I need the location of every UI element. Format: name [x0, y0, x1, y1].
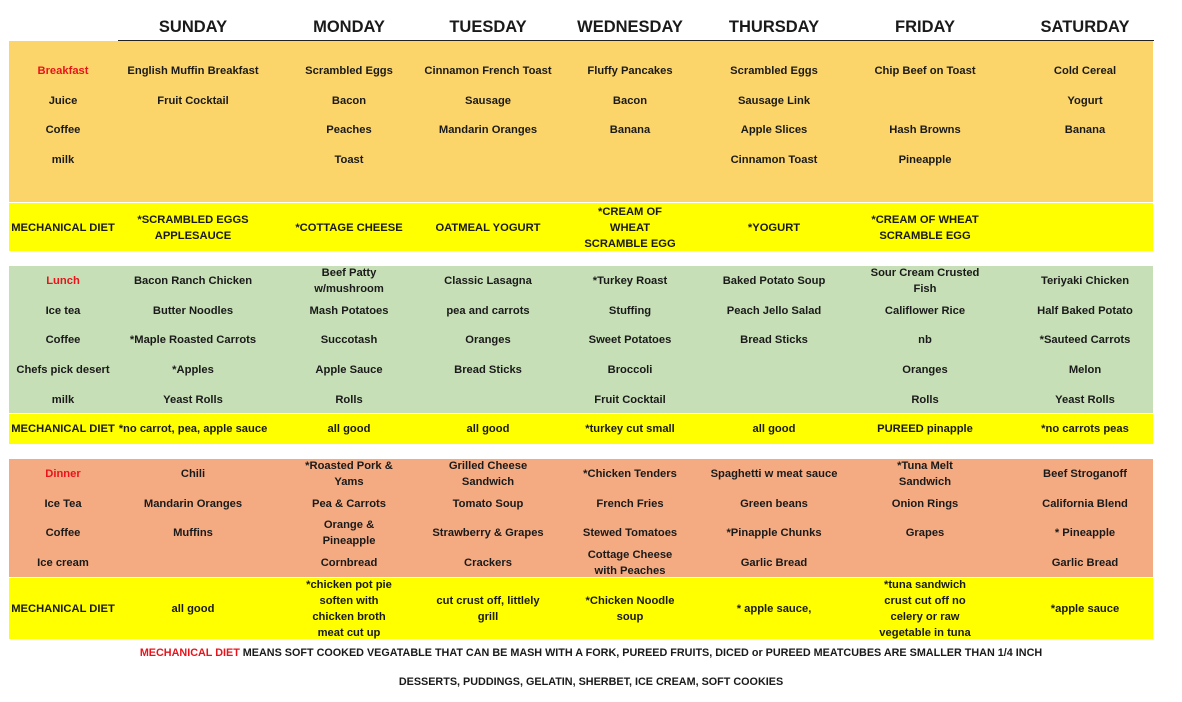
- day-header-thursday: THURSDAY: [728, 18, 820, 36]
- lunch-mechanical-item: all good: [327, 423, 371, 435]
- dinner-menu-item: California Blend: [1042, 498, 1128, 510]
- breakfast-menu-item: Yogurt: [1067, 95, 1103, 107]
- dinner-menu-item: Tomato Soup: [452, 498, 524, 510]
- lunch-side-item: milk: [51, 394, 75, 406]
- breakfast-menu-item: Sausage Link: [737, 95, 811, 107]
- dinner-menu-item: Stewed Tomatoes: [582, 527, 678, 539]
- lunch-menu-item: Fruit Cocktail: [594, 394, 666, 406]
- dinner-mechanical-item: all good: [171, 603, 215, 615]
- dinner-menu-item: Muffins: [173, 527, 213, 539]
- lunch-menu-item: Butter Noodles: [152, 305, 234, 317]
- dinner-menu-item: *Tuna Melt Sandwich: [897, 460, 953, 488]
- breakfast-mechanical-label: MECHANICAL DIET: [11, 222, 115, 234]
- dinner-menu-item: Crackers: [464, 557, 512, 569]
- lunch-menu-item: *Turkey Roast: [592, 275, 668, 287]
- breakfast-menu-item: Mandarin Oranges: [438, 124, 538, 136]
- footnote-term: MECHANICAL DIET: [139, 647, 240, 659]
- lunch-menu-item: *Maple Roasted Carrots: [129, 334, 257, 346]
- dinner-menu-item: French Fries: [596, 498, 664, 510]
- dinner-menu-item: * Pineapple: [1054, 527, 1116, 539]
- day-header-wednesday: WEDNESDAY: [577, 18, 683, 36]
- lunch-menu-item: Half Baked Potato: [1037, 305, 1133, 317]
- breakfast-mechanical-item: *YOGURT: [747, 222, 801, 234]
- lunch-menu-item: Baked Potato Soup: [722, 275, 826, 287]
- breakfast-label: Breakfast: [37, 65, 89, 77]
- lunch-menu-item: Califlower Rice: [884, 305, 966, 317]
- lunch-menu-item: Melon: [1068, 364, 1102, 376]
- dinner-menu-item: Beef Stroganoff: [1043, 468, 1127, 480]
- breakfast-side-item: Juice: [48, 95, 78, 107]
- lunch-side-item: Ice tea: [45, 305, 81, 317]
- lunch-menu-item: Rolls: [335, 394, 363, 406]
- dinner-mechanical-item: *apple sauce: [1050, 603, 1120, 615]
- breakfast-menu-item: Fluffy Pancakes: [587, 65, 673, 77]
- dinner-menu-item: *Pinapple Chunks: [726, 527, 822, 539]
- breakfast-menu-item: Chip Beef on Toast: [874, 65, 976, 77]
- dinner-menu-item: Green beans: [740, 498, 808, 510]
- dinner-mechanical-item: *Chicken Noodle soup: [585, 595, 675, 623]
- breakfast-menu-item: English Muffin Breakfast: [127, 65, 259, 77]
- lunch-menu-item: *Sauteed Carrots: [1039, 334, 1131, 346]
- lunch-side-item: Chefs pick desert: [16, 364, 110, 376]
- lunch-menu-item: Stuffing: [608, 305, 652, 317]
- lunch-menu-item: Bread Sticks: [454, 364, 522, 376]
- breakfast-menu-item: Scrambled Eggs: [305, 65, 393, 77]
- lunch-menu-item: Rolls: [911, 394, 939, 406]
- breakfast-menu-item: Fruit Cocktail: [157, 95, 229, 107]
- lunch-menu-item: Classic Lasagna: [444, 275, 532, 287]
- dinner-label: Dinner: [45, 468, 81, 480]
- day-header-saturday: SATURDAY: [1040, 18, 1130, 36]
- dinner-mechanical-item: cut crust off, littlely grill: [436, 595, 540, 623]
- lunch-menu-item: Oranges: [902, 364, 948, 376]
- dinner-menu-item: Orange & Pineapple: [322, 519, 376, 547]
- lunch-menu-item: Bread Sticks: [740, 334, 808, 346]
- dinner-menu-item: *Roasted Pork & Yams: [305, 460, 393, 488]
- dinner-menu-item: Cornbread: [320, 557, 378, 569]
- dinner-side-item: Ice Tea: [44, 498, 82, 510]
- breakfast-menu-item: Cinnamon French Toast: [424, 65, 552, 77]
- dinner-menu-item: Pea & Carrots: [312, 498, 386, 510]
- breakfast-mechanical-item: OATMEAL YOGURT: [435, 222, 541, 234]
- dinner-menu-item: *Chicken Tenders: [583, 468, 677, 480]
- breakfast-mechanical-item: *COTTAGE CHEESE: [295, 222, 403, 234]
- breakfast-side-item: milk: [51, 154, 75, 166]
- lunch-mechanical-item: PUREED pinapple: [877, 423, 973, 435]
- dinner-side-item: Coffee: [45, 527, 81, 539]
- dinner-mechanical-item: *tuna sandwich crust cut off no celery or raw vegetable in tuna: [879, 579, 971, 639]
- lunch-mechanical-item: *no carrot, pea, apple sauce: [118, 423, 268, 435]
- lunch-menu-item: *Apples: [172, 364, 214, 376]
- breakfast-menu-item: Toast: [334, 154, 364, 166]
- lunch-menu-item: Beef Patty w/mushroom: [314, 267, 384, 295]
- breakfast-mechanical-item: *CREAM OF WHEAT SCRAMBLE EGG: [871, 214, 979, 242]
- lunch-mechanical-item: all good: [466, 423, 510, 435]
- lunch-menu-item: Sweet Potatoes: [588, 334, 672, 346]
- dinner-menu-item: Grapes: [905, 527, 945, 539]
- dinner-menu-item: Spaghetti w meat sauce: [710, 468, 838, 480]
- breakfast-menu-item: Cold Cereal: [1053, 65, 1117, 77]
- breakfast-mechanical-item: *SCRAMBLED EGGS APPLESAUCE: [137, 214, 249, 242]
- lunch-label: Lunch: [46, 275, 80, 287]
- lunch-menu-item: Peach Jello Salad: [726, 305, 822, 317]
- lunch-menu-item: Apple Sauce: [315, 364, 383, 376]
- breakfast-menu-item: Cinnamon Toast: [730, 154, 818, 166]
- breakfast-menu-item: Sausage: [464, 95, 512, 107]
- breakfast-side-item: Coffee: [45, 124, 81, 136]
- footnote-line-1: [0, 647, 1182, 659]
- day-header-friday: FRIDAY: [895, 18, 955, 36]
- breakfast-menu-item: Peaches: [326, 124, 372, 136]
- lunch-menu-item: Sour Cream Crusted Fish: [870, 267, 980, 295]
- dinner-mechanical-item: *chicken pot pie soften with chicken broth meat cut up: [306, 579, 392, 639]
- lunch-mechanical-item: *no carrots peas: [1041, 423, 1129, 435]
- dinner-menu-item: Garlic Bread: [1051, 557, 1119, 569]
- lunch-menu-item: pea and carrots: [446, 305, 530, 317]
- lunch-mechanical-item: all good: [752, 423, 796, 435]
- breakfast-menu-item: Scrambled Eggs: [730, 65, 818, 77]
- breakfast-menu-item: Bacon: [331, 95, 367, 107]
- day-header-tuesday: TUESDAY: [449, 18, 527, 36]
- lunch-menu-item: Yeast Rolls: [1055, 394, 1115, 406]
- dinner-menu-item: Onion Rings: [891, 498, 959, 510]
- lunch-side-item: Coffee: [45, 334, 81, 346]
- lunch-menu-item: Bacon Ranch Chicken: [133, 275, 253, 287]
- breakfast-menu-item: Pineapple: [898, 154, 952, 166]
- lunch-menu-item: Yeast Rolls: [163, 394, 223, 406]
- day-header-monday: MONDAY: [313, 18, 385, 36]
- footnote-definition: MEANS SOFT COOKED VEGATABLE THAT CAN BE MASH WITH A FORK, PUREED FRUITS, DICED or PUREED MEATCUBES ARE SMALLER THAN 1/4 INCH: [239, 647, 1043, 659]
- breakfast-menu-item: Apple Slices: [740, 124, 808, 136]
- breakfast-menu-item: Banana: [609, 124, 651, 136]
- dinner-side-item: Ice cream: [37, 557, 89, 569]
- lunch-menu-item: Teriyaki Chicken: [1040, 275, 1130, 287]
- dinner-mechanical-label: MECHANICAL DIET: [11, 603, 115, 615]
- day-header-sunday: SUNDAY: [158, 18, 228, 36]
- dinner-mechanical-item: * apple sauce,: [736, 603, 812, 615]
- lunch-menu-item: Succotash: [320, 334, 378, 346]
- dinner-menu-item: Garlic Bread: [740, 557, 808, 569]
- day-header-row: [118, 18, 1154, 41]
- lunch-mechanical-item: *turkey cut small: [585, 423, 675, 435]
- dinner-menu-item: Cottage Cheese with Peaches: [587, 549, 673, 577]
- lunch-menu-item: nb: [918, 334, 932, 346]
- dinner-menu-item: Chili: [180, 468, 206, 480]
- breakfast-menu-item: Bacon: [612, 95, 648, 107]
- lunch-mechanical-label: MECHANICAL DIET: [11, 423, 115, 435]
- dinner-menu-item: Mandarin Oranges: [143, 498, 243, 510]
- breakfast-mechanical-item: *CREAM OF WHEAT SCRAMBLE EGG: [584, 206, 676, 250]
- footnote-line-2: DESSERTS, PUDDINGS, GELATIN, SHERBET, ICE CREAM, SOFT COOKIES: [398, 676, 784, 688]
- lunch-menu-item: Oranges: [465, 334, 511, 346]
- dinner-menu-item: Strawberry & Grapes: [432, 527, 544, 539]
- dinner-menu-item: Grilled Cheese Sandwich: [448, 460, 528, 488]
- lunch-menu-item: Mash Potatoes: [309, 305, 389, 317]
- breakfast-menu-item: Banana: [1064, 124, 1106, 136]
- breakfast-menu-item: Hash Browns: [889, 124, 961, 136]
- lunch-menu-item: Broccoli: [607, 364, 653, 376]
